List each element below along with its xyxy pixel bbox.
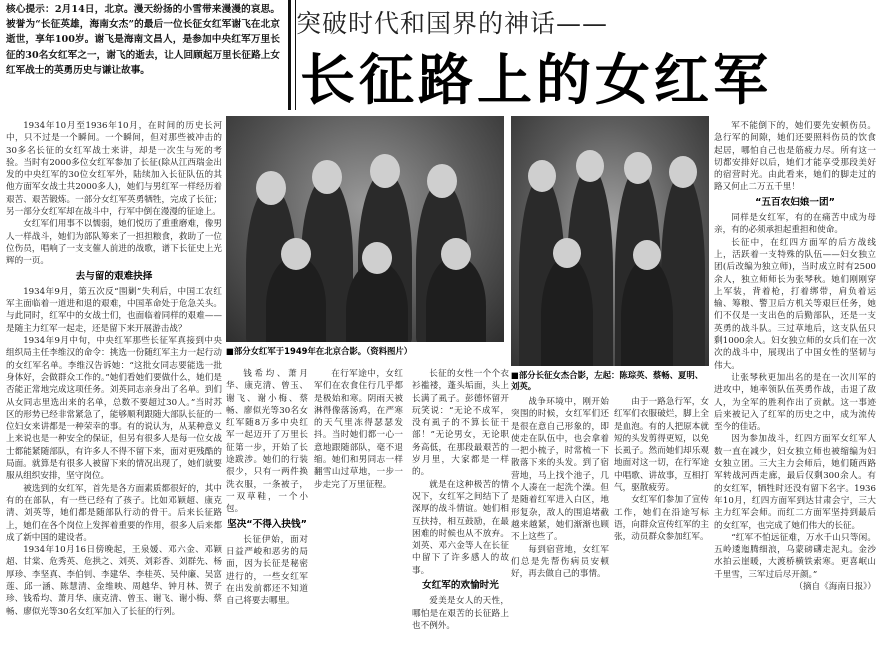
section-heading: 女红军的欢愉时光 xyxy=(422,580,499,592)
paragraph: 钱希均、萧月华、康克清、曾玉、谢飞、谢小梅、蔡畅、廖似光等30名女红军随8万多中央红军一起迈开了万里长征第一步，开始了长途跋涉。她们的行装很少，只有一两件换洗衣服，一条被子，一双草鞋，一个小包。 xyxy=(226,369,308,515)
paragraph: 在行军途中，女红军们在农食住行几乎都是极始和寒。阴雨天被淋得像落汤鸡，在严寒的天气里冻得瑟瑟发抖。当时她们都一心一意地跟随部队，毫不退缩。她们和男同志一样翻雪山过草地，一步一步走完了万里征程。 xyxy=(314,369,403,490)
paragraph: 战争环境中，刚开始突围的时候，女红军们还是很在意自己形象的，即使走在队伍中，也会拿着一把小梳子，时常梳一下散落下来的头发。到了宿营地，马上找个池子，几个人凑在一起洗个澡。但是随着红军进入白区，地形复杂，敌人的围追堵截越来越紧，她们渐渐也顾不上这些了。 xyxy=(511,397,609,543)
article-column-2 xyxy=(226,368,308,656)
section-heading: 去与留的艰难抉择 xyxy=(75,270,153,282)
paragraph: 1934年10月至1936年10月，在时间的历史长河中，只不过是一个瞬间。一个瞬间，但对那些被冲击的30多名长征的女红军战士来讲，却是一次生与死的考验。当时有2000多位女红军参加了长征(除从江西瑞金出发的中央红军的30位女红军外，陆续加入长征队伍的其他方面军女战士共2000多人)，她们与男红军一样经历着艰苦、艰苦锻炼。一部分女红军英勇牺牲，完成了长征；另一部分女红军却在战斗中，行军中倒在漫漫的征途上。 xyxy=(6,121,222,218)
paragraph: 因为参加战斗，红四方面军女红军人数一直在减少，妇女独立师也被缩编为妇女独立团。三大主力会师后，她们随西路军转战河西走廊，最后仅剩300余人。有的女红军，牺牲时还没有留下名字。1936年10月，红四方面军到达甘肃会宁，三大主力红军会师。而红二方面军坚持到最后的女红军，也完成了她们伟大的长征。 xyxy=(714,434,876,531)
source-credit: （摘自《海南日报》） xyxy=(794,581,876,592)
paragraph: 女红军们参加了宣传工作，她们在沿途写标语，向群众宣传红军的主张，动员群众参加红军。 xyxy=(614,495,709,543)
paragraph: 1934年9月，第五次反“围剿”失利后，中国工农红军主面临着一道进和退的艰难，中国革命处于危急关头。与此同时，红军中的女战士们，也面临着同样的艰难——是随主力红军一起走，还是留下来开展游击战？ xyxy=(6,286,222,334)
title-divider xyxy=(288,0,296,110)
paragraph: 长征中，在红四方面军的后方战线上，活跃着一支特殊的队伍——妇女独立团(后改编为独立师)，当时成立时有2500余人，独立师师长为张琴秋。她们刚刚穿上军装，背着枪，打着绑带，肩负着运输、筹粮、警卫后方机关等艰巨任务，她们不仅是一支出色的后勤部队，还是一支英勇的战斗队。三过草地后，这支队伍只剩1000余人。妇女独立师的女兵们在一次次的战斗中，展现出了中国女性的坚韧与伟大。 xyxy=(714,237,876,371)
group-photo-long-march-heroines xyxy=(511,116,709,366)
group-photo-1949 xyxy=(226,116,504,342)
pre-title: 突破时代和国界的神话—— xyxy=(296,9,609,38)
lead-label: 核心提示： xyxy=(6,4,55,15)
paragraph: 女红军们用事不以懦弱，她们悦历了重重磨难，像男人一样战斗，她们为部队筹来了一担担粮食，救助了一位位伤员，唱响了一支支催人前进的战歌，谱下长征史上光辉的一页。 xyxy=(6,219,222,267)
paragraph: 长征伊始，面对日益严峻和恶劣的局面，因为长征是秘密进行的，一些女红军在出发前都还不知道自己将要去哪里。 xyxy=(226,534,308,607)
article-column-3 xyxy=(314,368,403,656)
article-column-1 xyxy=(6,120,222,656)
lead-text: 2月14日，北京。漫天纷扬的小雪带来漫漫的哀思。被誉为“长征英雄，海南女杰”的最后一位长征女红军谢飞在北京逝世，享年100岁。谢飞是海南文昌人，是参加中央红军万里长征的30名女红军之一，谢飞的逝去，让人回顾起万里长征路上女红军战士的英勇历史与谦让故事。 xyxy=(6,4,280,76)
paragraph: 1934年10月16日傍晚起，王泉媛、邓六金、邓颖超、甘棠、危秀英、危拱之、刘英、刘彩香、刘群先、杨厚珍、李坚真、李伯钊、李建华、李桂英、吴仲廉、吴富莲、邱一涵、陈慧清、金维映、周越华、钟月林、贺子珍、钱希均、萧月华、康克清、曾玉、谢飞、谢小梅、蔡畅、廖似光等30名女红军加入了长征的行列。 xyxy=(6,545,222,617)
paragraph: 让张琴秋更加出名的是在一次川军的进攻中，她率领队伍英勇作战，击退了敌人，为全军的胜利作出了贡献。这一事迹后来被记入了红军的历史之中，成为流传至今的佳话。 xyxy=(714,372,876,433)
article-column-6 xyxy=(614,396,709,656)
paragraph: 每到宿营地，女红军们总是先帮伤病员安顿好，再去做自己的事情。 xyxy=(511,544,609,580)
paragraph: 就是在这种极苦的情况下，女红军之间结下了深厚的战斗情谊。她们相互扶持，相互鼓励，在最困难的时候也从不放弃。刘英、邓六金等人在长征中留下了许多感人的故事。 xyxy=(412,479,509,576)
section-heading: “五百农妇娘一团” xyxy=(755,196,835,208)
article-column-5 xyxy=(511,396,609,656)
paragraph: 军不能倒下的，她们要先安顿伤员。急行军的间隙，她们还要照料伤员的饮食起居，哪怕自己也是筋疲力尽。所有这一切都安排好以后，她们才能享受那段美好的宿营时光。由此看来，她们的脚走过的路又何止二万五千里！ xyxy=(714,121,876,193)
article-column-7 xyxy=(714,120,876,656)
paragraph: 长征的女性一个个衣衫褴褛，蓬头垢面，头上长满了虱子。彭德怀留开玩笑说：“无论不成军，没有虱子的不算长征干部！”无论男女，无论职务高低，在那段最艰苦的岁月里，大家都是一样的。 xyxy=(412,369,509,478)
paragraph: 1934年9月中旬，中央红军那些长征军真接到中央组织局主任李维汉的命令：挑选一份随红军主力一起行动的女红军名单。李维汉告诉她：“这批女同志要能选一批身体好，会做群众工作的。”她们看她们要做什么，她们是否能正常地完成这项任务。刘英同志亲身出了名单。到们从女同志里选出来的名单，总数不要超过30人。”当时苏区的形势已经非常紧急了，能够顺利跟随大部队长征的一位妇女来讲都是一种荣幸的事。有的说认为，从某种意义上来说也是一种安全的保证，但另有很多人是每一位女战士都能紧随部队，有许多人不得不留下来，面对更残酷的局面。就算是有很多人被留下来的情况出现了，她们就要服从组织安排，坚守岗位。 xyxy=(6,336,222,482)
section-heading: 坚决“不得入抉钱” xyxy=(227,518,307,530)
paragraph: “红军不怕远征难，万水千山只等闲。五岭逶迤腾细浪，乌蒙磅礴走泥丸。金沙水拍云崖暖，大渡桥横铁索寒。更喜岷山千里雪，三军过后尽开颜。” xyxy=(714,532,876,580)
page-title: 长征路上的女红军 xyxy=(300,47,773,112)
paragraph: 同样是女红军，有的在痛苦中成为母亲，有的必须承担起重担和使命。 xyxy=(714,213,876,236)
article-column-4 xyxy=(412,368,509,656)
paragraph: 爱美是女人的天性，哪怕是在艰苦的长征路上也不例外。 xyxy=(412,596,509,631)
photo2-caption: ■部分长征女杰合影，左起：陈琮英、蔡畅、夏明、刘英。 xyxy=(511,370,704,391)
lead-summary xyxy=(6,2,280,112)
paragraph: 由于一路急行军，女红军们衣服破烂，脚上全是血泡。有的人把原本就短的头发剪得更短，以免长虱子。然而她们却乐观地面对这一切，在行军途中唱歌、讲故事，互相打气，驱散疲劳。 xyxy=(614,397,709,494)
paragraph: 被选到的女红军，首先是各方面素质都很好的，其中有的在部队，有一些已经有了孩子。比如邓颖超、康克清、刘英等，她们都是随部队行动的骨干。后来长征路上，她们在各个岗位上发挥着重要的作用，很多人后来都成了新中国的建设者。 xyxy=(6,483,222,543)
photo1-caption: ■部分女红军于1949年在北京合影。（资料图片） xyxy=(226,346,413,356)
